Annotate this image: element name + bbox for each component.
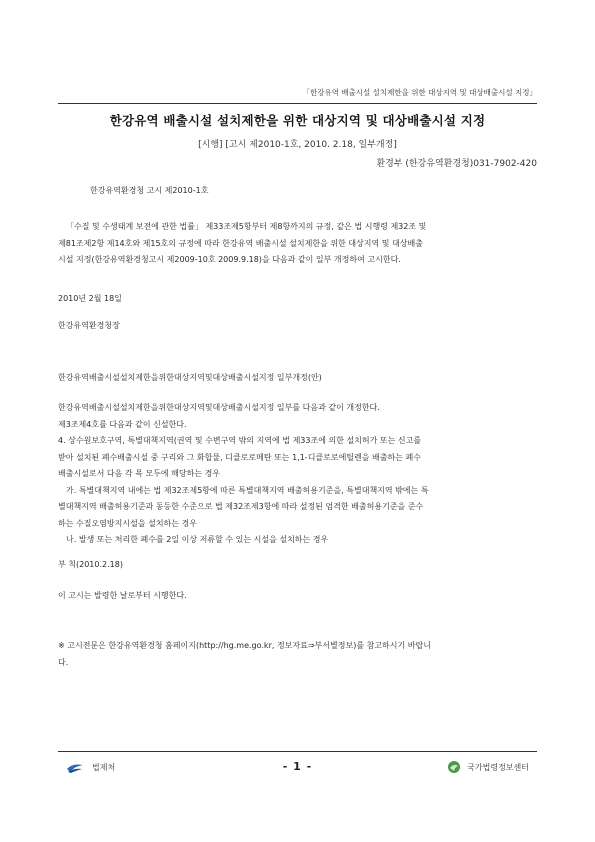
amendment-body xyxy=(58,400,538,549)
amendment-line: 4. 상수원보호구역, 특별대책지역(권역 및 수변구역 밖의 지역에 법 제33조에 의한 설치허가 또는 신고를 xyxy=(58,436,422,445)
footer-left-label: 법제처 xyxy=(92,762,116,772)
issuing-authority: 한강유역환경청장 xyxy=(58,321,120,330)
header-rule xyxy=(58,103,537,104)
enforcement-info: [시행] [고시 제2010-1호, 2010. 2.18, 일부개정] xyxy=(198,140,397,150)
footer-right xyxy=(447,760,529,774)
footer-right-label: 국가법령정보센터 xyxy=(467,762,529,772)
item-na-line: 나. 발생 또는 처리한 폐수를 2일 이상 저류할 수 있는 시설을 설치하는 경우 xyxy=(66,535,329,544)
item-ga-line: 가. 특별대책지역 내에는 법 제32조제5항에 따른 특별대책지역 배출허용기준을, 특별대책지역 밖에는 특 xyxy=(66,485,429,495)
running-header: 「한강유역 배출시설 설치제한을 위한 대상지역 및 대상배출시설 지정」 xyxy=(302,88,537,97)
footer-rule xyxy=(58,751,537,752)
item-ga-line: 별대책지역 배출허용기준과 동등한 수준으로 법 제32조제3항에 따라 설정된 엄격한 배출허용기준을 준수 xyxy=(58,502,424,511)
amendment-line: 제3조제4호를 다음과 같이 신설한다. xyxy=(58,419,187,429)
law-center-logo-icon xyxy=(447,760,461,774)
intro-line: 제81조제2항 제14호와 제15호의 규정에 따라 한강유역 배출시설 설치제한을 위한 대상지역 및 대상배출 xyxy=(58,238,423,248)
amendment-title: 한강유역배출시설설치제한을위한대상지역및대상배출시설지정 일부개정(안) xyxy=(58,373,322,382)
reference-note xyxy=(58,638,538,671)
intro-line: 시설 지정(한강유역환경청고시 제2009-10호 2009.9.18)을 다음과 같이 일부 개정하여 고시한다. xyxy=(58,255,401,264)
supplementary-text: 이 고시는 발령한 날로부터 시행한다. xyxy=(58,591,187,600)
amendment-line: 한강유역배출시설설치제한을위한대상지역및대상배출시설지정 일부를 다음과 같이 개정한다. xyxy=(58,403,380,412)
page-number: - 1 - xyxy=(282,760,313,773)
ministry-contact: 환경부 (한강유역환경청)031-7902-420 xyxy=(376,159,537,169)
supplementary-title: 부 칙(2010.2.18) xyxy=(58,560,123,569)
notice-date: 2010년 2월 18일 xyxy=(58,294,122,303)
notice-number: 한강유역환경청 고시 제2010-1호 xyxy=(90,186,209,195)
document-title: 한강유역 배출시설 설치제한을 위한 대상지역 및 대상배출시설 지정 xyxy=(109,113,486,128)
amendment-line: 배출시설로서 다음 각 목 모두에 해당하는 경우 xyxy=(58,469,221,478)
note-line: ※ 고시전문은 한강유역환경청 홈페이지(http://hg.me.go.kr, 정보자료⇒부서별정보)를 참고하시기 바랍니 xyxy=(58,641,431,650)
intro-paragraph xyxy=(58,219,538,269)
intro-line: 「수질 및 수생태계 보전에 관한 법률」 제33조제5항부터 제8항까지의 규정, 같은 법 시행령 제32조 및 xyxy=(66,222,427,231)
amendment-line: 받아 설치된 폐수배출시설 중 구리와 그 화합물, 디클로로메탄 또는 1,1-디클로로에틸렌을 배출하는 폐수 xyxy=(58,452,421,462)
item-ga-line: 하는 수질오염방지시설을 설치하는 경우 xyxy=(58,518,198,528)
note-line: 다. xyxy=(58,657,69,667)
page-footer xyxy=(58,756,537,780)
